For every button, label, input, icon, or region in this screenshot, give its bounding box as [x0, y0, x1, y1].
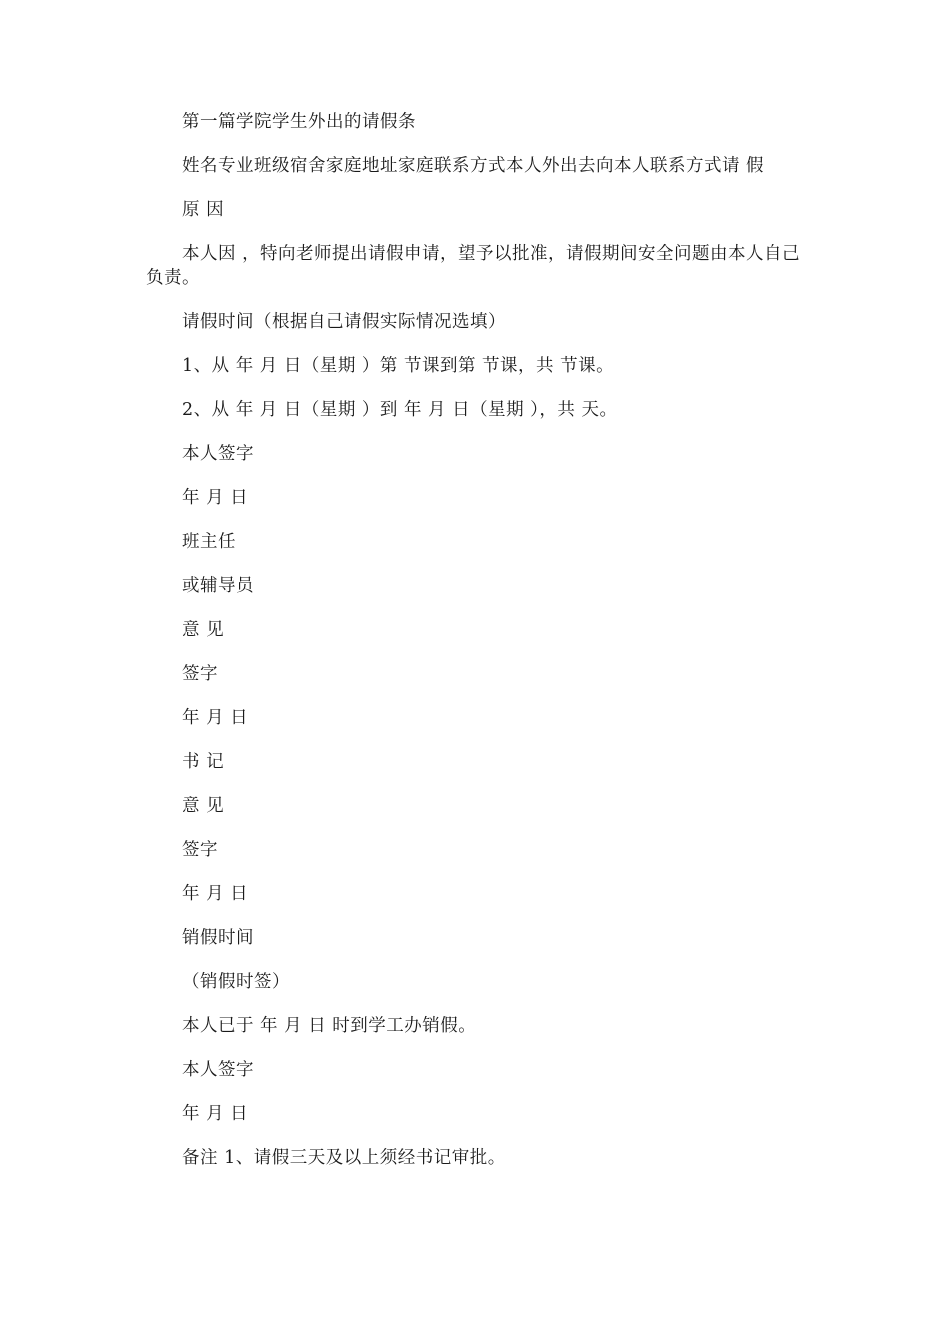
- form-fields-line: 姓名专业班级宿舍家庭地址家庭联系方式本人外出去向本人联系方式请 假: [182, 156, 765, 176]
- counselor-label: 或辅导员: [182, 576, 254, 596]
- leave-option-1: 1、从 年 月 日（星期 ）第 节课到第 节课，共 节课。: [182, 356, 615, 376]
- counselor-signature-label: 签字: [182, 664, 218, 684]
- document-body: [146, 110, 806, 1190]
- cancel-date-label: 年 月 日: [182, 1104, 249, 1124]
- class-teacher-label: 班主任: [182, 532, 236, 552]
- secretary-date-label: 年 月 日: [182, 884, 249, 904]
- remarks-note: 备注 1、请假三天及以上须经书记审批。: [182, 1148, 506, 1168]
- reason-label: 原 因: [182, 200, 225, 220]
- counselor-opinion-label: 意 见: [182, 620, 225, 640]
- statement-paragraph: 本人因 ，特向老师提出请假申请，望予以批准，请假期间安全问题由本人自己负责。: [146, 244, 801, 288]
- secretary-label: 书 记: [182, 752, 225, 772]
- cancel-signature-label: 本人签字: [182, 1060, 254, 1080]
- secretary-signature-label: 签字: [182, 840, 218, 860]
- cancel-leave-statement: 本人已于 年 月 日 时到学工办销假。: [182, 1016, 477, 1036]
- document-title: 第一篇学院学生外出的请假条: [182, 112, 416, 132]
- applicant-signature-label: 本人签字: [182, 444, 254, 464]
- applicant-date-label: 年 月 日: [182, 488, 249, 508]
- secretary-opinion-label: 意 见: [182, 796, 225, 816]
- leave-time-heading: 请假时间（根据自己请假实际情况选填）: [182, 312, 506, 332]
- leave-option-2: 2、从 年 月 日（星期 ）到 年 月 日（星期 ），共 天。: [182, 400, 618, 420]
- counselor-date-label: 年 月 日: [182, 708, 249, 728]
- cancel-leave-note: （销假时签）: [182, 972, 290, 992]
- cancel-leave-time-label: 销假时间: [182, 928, 254, 948]
